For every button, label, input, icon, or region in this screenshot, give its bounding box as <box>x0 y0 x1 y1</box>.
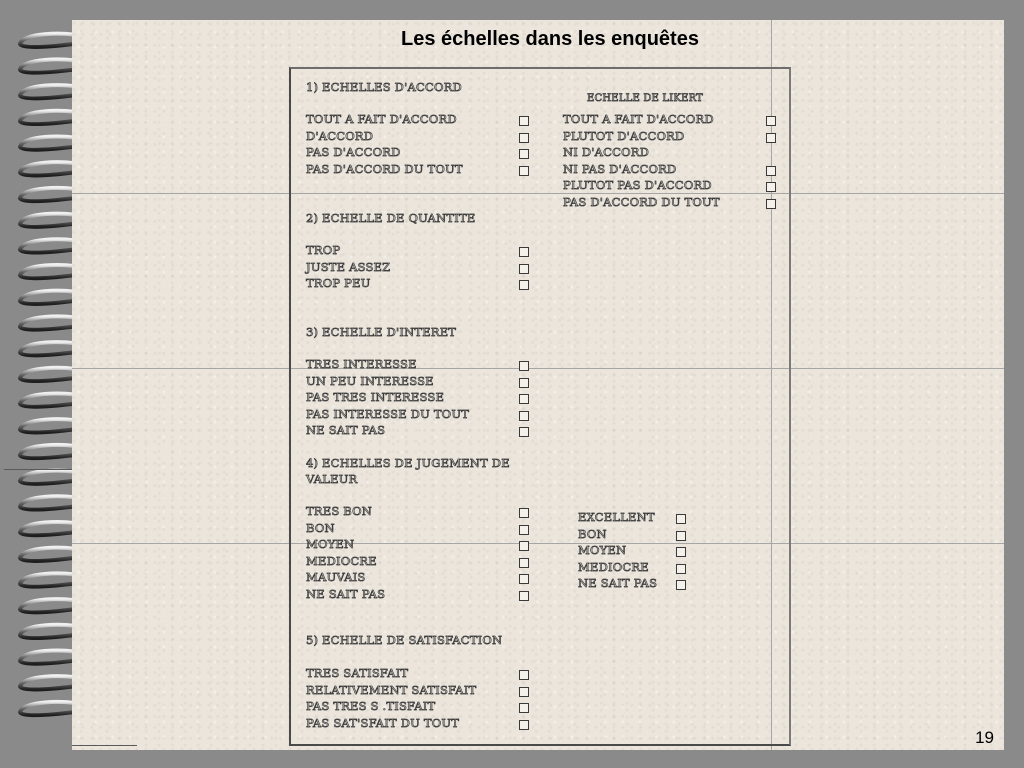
scale-option: PAS TRES S .TISFAIT <box>306 699 436 713</box>
answer-checkbox[interactable] <box>519 361 529 371</box>
scale-option: PAS INTERESSE DU TOUT <box>306 406 470 421</box>
answer-checkbox[interactable] <box>519 541 529 551</box>
scale-option: PLUTOT PAS D'ACCORD <box>563 178 712 192</box>
answer-checkbox[interactable] <box>519 558 529 568</box>
answer-checkbox[interactable] <box>519 394 529 404</box>
scale-option: JUSTE ASSEZ <box>306 259 391 274</box>
answer-checkbox[interactable] <box>519 116 529 126</box>
scale-option: BON <box>306 520 335 535</box>
scale-option: TOUT A FAIT D'ACCORD <box>563 112 714 126</box>
scale-option: EXCELLENT <box>578 510 655 524</box>
section-heading: 2) ECHELLE DE QUANTITE <box>306 211 476 225</box>
scale-option: MOYEN <box>306 537 355 551</box>
section-heading: ECHELLE DE LIKERT <box>587 93 704 104</box>
scale-option: TRES INTERESSE <box>306 357 417 371</box>
scale-option: NE SAIT PAS <box>578 576 658 590</box>
scale-option: PAS TRES INTERESSE <box>306 390 445 404</box>
section-heading: VALEUR <box>306 472 358 486</box>
answer-checkbox[interactable] <box>519 525 529 535</box>
answer-checkbox[interactable] <box>519 166 529 176</box>
answer-checkbox[interactable] <box>519 280 529 290</box>
scale-option: PLUTOT D'ACCORD <box>563 128 685 143</box>
answer-checkbox[interactable] <box>766 166 776 176</box>
answer-checkbox[interactable] <box>676 514 686 524</box>
section-heading: 4) ECHELLES DE JUGEMENT DE <box>306 456 510 470</box>
scale-option: PAS D'ACCORD DU TOUT <box>306 161 463 176</box>
answer-checkbox[interactable] <box>676 564 686 574</box>
scale-option: D'ACCORD <box>306 128 374 143</box>
answer-checkbox[interactable] <box>519 247 529 257</box>
answer-checkbox[interactable] <box>519 720 529 730</box>
answer-checkbox[interactable] <box>519 411 529 421</box>
scale-option: TOUT A FAIT D'ACCORD <box>306 112 457 126</box>
answer-checkbox[interactable] <box>519 264 529 274</box>
answer-checkbox[interactable] <box>519 574 529 584</box>
scale-option: TROP PEU <box>306 276 371 290</box>
scale-option: MAUVAIS <box>306 570 366 584</box>
scale-option: MOYEN <box>578 543 627 557</box>
section-heading: 3) ECHELLE D'INTERET <box>306 325 457 339</box>
answer-checkbox[interactable] <box>519 703 529 713</box>
scale-option: NE SAIT PAS <box>306 423 386 437</box>
scale-option: NI D'ACCORD <box>563 145 650 159</box>
scale-option: NE SAIT PAS <box>306 586 386 601</box>
scale-option: PAS SAT'SFAIT DU TOUT <box>306 715 460 730</box>
slide-title: Les échelles dans les enquêtes <box>401 28 699 50</box>
scale-option: TROP <box>306 243 341 257</box>
guide-line <box>4 469 72 470</box>
scale-option: UN PEU INTERESSE <box>306 373 434 388</box>
section-heading: 5) ECHELLE DE SATISFACTION <box>306 633 503 647</box>
answer-checkbox[interactable] <box>766 199 776 209</box>
answer-checkbox[interactable] <box>519 378 529 388</box>
section-heading: 1) ECHELLES D'ACCORD <box>306 80 462 94</box>
scale-option: PAS D'ACCORD DU TOUT <box>563 194 720 209</box>
answer-checkbox[interactable] <box>519 670 529 680</box>
guide-line <box>72 745 137 746</box>
scale-option: MEDIOCRE <box>306 553 377 568</box>
scale-option: PAS D'ACCORD <box>306 145 401 159</box>
scale-option: NI PAS D'ACCORD <box>563 161 677 176</box>
scale-option: RELATIVEMENT SATISFAIT <box>306 682 477 697</box>
scale-option: BON <box>578 526 607 541</box>
answer-checkbox[interactable] <box>519 687 529 697</box>
answer-checkbox[interactable] <box>519 427 529 437</box>
page-number: 19 <box>975 728 994 747</box>
answer-checkbox[interactable] <box>519 133 529 143</box>
answer-checkbox[interactable] <box>766 116 776 126</box>
answer-checkbox[interactable] <box>766 182 776 192</box>
answer-checkbox[interactable] <box>519 508 529 518</box>
scale-option: MEDIOCRE <box>578 559 649 574</box>
answer-checkbox[interactable] <box>676 580 686 590</box>
scale-option: TRES SATISFAIT <box>306 666 409 680</box>
answer-checkbox[interactable] <box>519 149 529 159</box>
answer-checkbox[interactable] <box>676 547 686 557</box>
scale-option: TRES BON <box>306 504 373 518</box>
answer-checkbox[interactable] <box>676 531 686 541</box>
answer-checkbox[interactable] <box>519 591 529 601</box>
answer-checkbox[interactable] <box>766 133 776 143</box>
